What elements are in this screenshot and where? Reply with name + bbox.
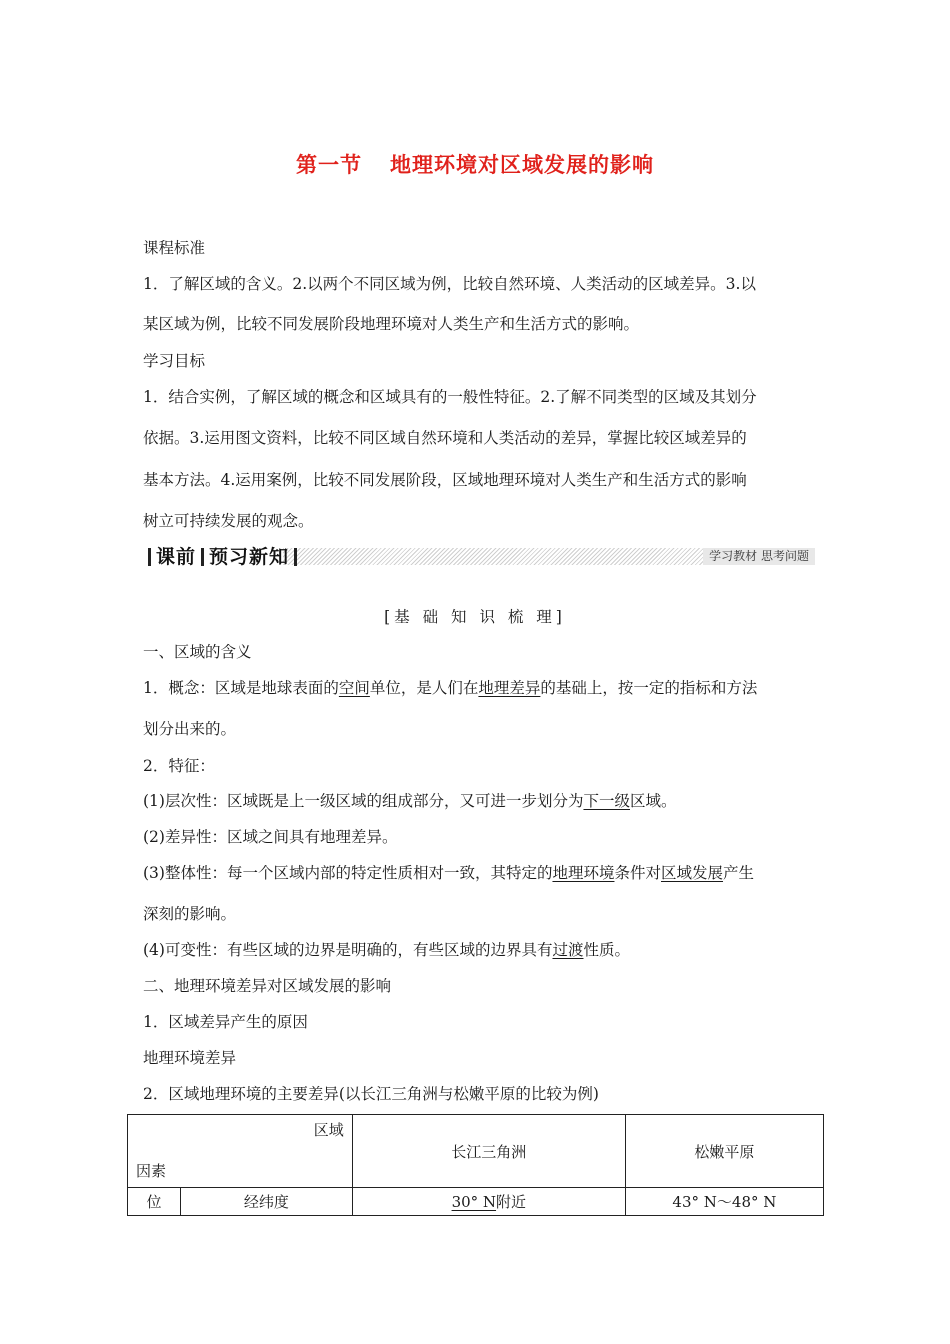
objectives-heading: 学习目标 — [143, 352, 206, 370]
section-tag: [基 础 知 识 梳 理] — [384, 608, 566, 626]
table-corner — [128, 1115, 353, 1188]
s2-item-2: 2．区域地理环境的主要差异(以长江三角洲与松嫩平原的比较为例) — [143, 1085, 599, 1103]
objectives-line-2: 依据。3.运用图文资料，比较不同区域自然环境和人类活动的差异，掌握比较区域差异的 — [143, 429, 747, 447]
table-row — [128, 1188, 824, 1216]
feature-3-cont: 深刻的影响。 — [143, 905, 237, 923]
page-title: 第一节 地理环境对区域发展的影响 — [296, 153, 654, 177]
feature-3: (3)整体性：每一个区域内部的特定性质相对一致，其特定的地理环境条件对区域发展产生 — [143, 864, 755, 882]
s2-item-1-answer: 地理环境差异 — [143, 1049, 237, 1067]
objectives-line-4: 树立可持续发展的观念。 — [143, 512, 314, 530]
objectives-line-1: 1．结合实例，了解区域的概念和区域具有的一般性特征。2.了解不同类型的区域及其划分 — [143, 388, 757, 406]
corner-bottom-label: 因素 — [136, 1162, 167, 1180]
feature-1: (1)层次性：区域既是上一级区域的组成部分，又可进一步划分为下一级区域。 — [143, 792, 677, 810]
s1-heading: 一、区域的含义 — [143, 643, 252, 661]
table-header-row — [128, 1115, 824, 1188]
s2-item-1: 1．区域差异产生的原因 — [143, 1013, 308, 1031]
banner-note: 学习教材 思考问题 — [703, 548, 815, 565]
cell-songnen-latlon: 43° N～48° N — [625, 1188, 823, 1216]
row-group-label: 位 — [128, 1188, 181, 1216]
objectives-line-3: 基本方法。4.运用案例，比较不同发展阶段，区域地理环境对人类生产和生活方式的影响 — [143, 471, 747, 489]
banner-hatch — [283, 548, 703, 565]
curriculum-line-2: 某区域为例，比较不同发展阶段地理环境对人类生产和生活方式的影响。 — [143, 315, 640, 333]
row-factor-label: 经纬度 — [181, 1188, 353, 1216]
section-banner — [143, 543, 815, 571]
feature-4: (4)可变性：有些区域的边界是明确的，有些区域的边界具有过渡性质。 — [143, 941, 630, 959]
concept-line: 1．概念：区域是地球表面的空间单位，是人们在地理差异的基础上，按一定的指标和方法 — [143, 679, 758, 697]
feature-heading: 2．特征： — [143, 757, 215, 775]
banner-tag: 课前 预习新知 — [143, 543, 302, 571]
cell-yangtze-latlon: 30° N附近 — [352, 1188, 625, 1216]
curriculum-heading: 课程标准 — [143, 239, 206, 257]
feature-2: (2)差异性：区域之间具有地理差异。 — [143, 828, 398, 846]
corner-top-label: 区域 — [313, 1121, 344, 1139]
s2-heading: 二、地理环境差异对区域发展的影响 — [143, 977, 392, 995]
curriculum-line-1: 1．了解区域的含义。2.以两个不同区域为例，比较自然环境、人类活动的区域差异。3.以 — [143, 275, 756, 293]
col-header-songnen: 松嫩平原 — [625, 1115, 823, 1188]
comparison-table — [127, 1114, 824, 1216]
col-header-yangtze: 长江三角洲 — [352, 1115, 625, 1188]
concept-line-cont: 划分出来的。 — [143, 720, 237, 738]
